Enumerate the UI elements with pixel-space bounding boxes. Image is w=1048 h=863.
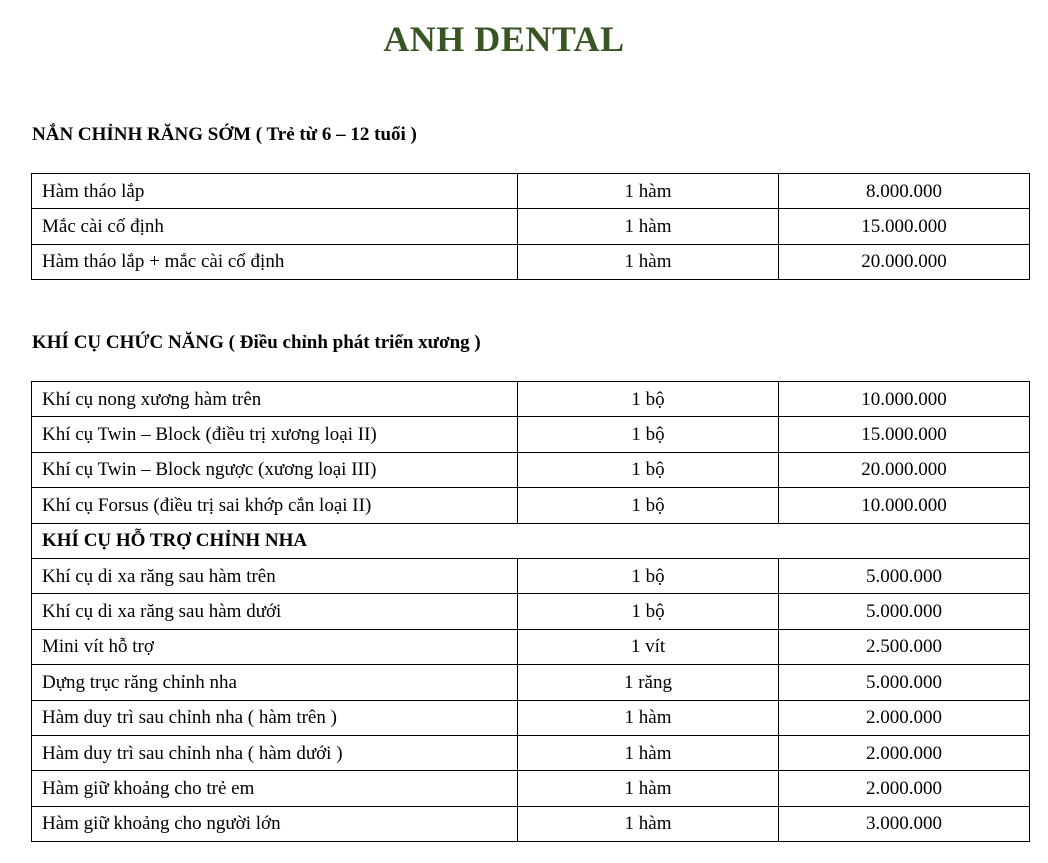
service-unit: 1 răng [518, 665, 779, 700]
service-name: Hàm giữ khoảng cho trẻ em [32, 771, 518, 806]
service-unit: 1 hàm [518, 806, 779, 841]
service-name: Hàm giữ khoảng cho người lớn [32, 806, 518, 841]
service-price: 20.000.000 [779, 452, 1030, 487]
service-price: 2.000.000 [779, 735, 1030, 770]
service-name: Hàm tháo lắp + mắc cài cố định [32, 244, 518, 279]
service-price: 2.500.000 [779, 629, 1030, 664]
table-row [32, 629, 1030, 664]
table-subheading-row [32, 523, 1030, 558]
table-row [32, 558, 1030, 593]
service-name: Khí cụ di xa răng sau hàm dưới [32, 594, 518, 629]
table-row [32, 209, 1030, 244]
service-unit: 1 vít [518, 629, 779, 664]
service-name: Mini vít hỗ trợ [32, 629, 518, 664]
table-row [32, 382, 1030, 417]
table-row [32, 700, 1030, 735]
service-name: Khí cụ Forsus (điều trị sai khớp cắn loại II) [32, 488, 518, 523]
service-price: 5.000.000 [779, 665, 1030, 700]
service-price: 10.000.000 [779, 488, 1030, 523]
price-table-functional-appliances [31, 381, 1030, 842]
service-price: 5.000.000 [779, 594, 1030, 629]
price-table-early-orthodontics [31, 173, 1030, 280]
service-unit: 1 hàm [518, 209, 779, 244]
table-row [32, 417, 1030, 452]
service-unit: 1 bộ [518, 452, 779, 487]
service-price: 2.000.000 [779, 700, 1030, 735]
service-unit: 1 bộ [518, 417, 779, 452]
service-name: Khí cụ di xa răng sau hàm trên [32, 558, 518, 593]
service-price: 15.000.000 [779, 209, 1030, 244]
table-row [32, 735, 1030, 770]
service-price: 3.000.000 [779, 806, 1030, 841]
table-row [32, 665, 1030, 700]
service-unit: 1 hàm [518, 700, 779, 735]
section-title-functional-appliances: KHÍ CỤ CHỨC NĂNG ( Điều chỉnh phát triển xương ) [32, 332, 481, 353]
table-row [32, 488, 1030, 523]
service-name: Khí cụ nong xương hàm trên [32, 382, 518, 417]
subheading-orthodontic-support: KHÍ CỤ HỖ TRỢ CHỈNH NHA [32, 523, 1030, 558]
table-row [32, 806, 1030, 841]
service-name: Hàm duy trì sau chỉnh nha ( hàm dưới ) [32, 735, 518, 770]
service-unit: 1 bộ [518, 594, 779, 629]
service-unit: 1 hàm [518, 174, 779, 209]
service-name: Hàm duy trì sau chỉnh nha ( hàm trên ) [32, 700, 518, 735]
service-unit: 1 hàm [518, 735, 779, 770]
service-name: Khí cụ Twin – Block ngược (xương loại III) [32, 452, 518, 487]
table-row [32, 174, 1030, 209]
service-name: Hàm tháo lắp [32, 174, 518, 209]
service-price: 10.000.000 [779, 382, 1030, 417]
service-price: 20.000.000 [779, 244, 1030, 279]
service-name: Dựng trục răng chỉnh nha [32, 665, 518, 700]
service-price: 15.000.000 [779, 417, 1030, 452]
service-price: 8.000.000 [779, 174, 1030, 209]
table-row [32, 594, 1030, 629]
service-price: 2.000.000 [779, 771, 1030, 806]
section-title-early-orthodontics: NẮN CHỈNH RĂNG SỚM ( Trẻ từ 6 – 12 tuổi ) [32, 124, 417, 145]
service-unit: 1 bộ [518, 488, 779, 523]
service-name: Khí cụ Twin – Block (điều trị xương loại II) [32, 417, 518, 452]
table-row [32, 244, 1030, 279]
brand-title: ANH DENTAL [383, 19, 625, 59]
service-unit: 1 hàm [518, 771, 779, 806]
service-unit: 1 bộ [518, 382, 779, 417]
service-price: 5.000.000 [779, 558, 1030, 593]
table-row [32, 771, 1030, 806]
table-row [32, 452, 1030, 487]
service-name: Mắc cài cố định [32, 209, 518, 244]
service-unit: 1 bộ [518, 558, 779, 593]
service-unit: 1 hàm [518, 244, 779, 279]
